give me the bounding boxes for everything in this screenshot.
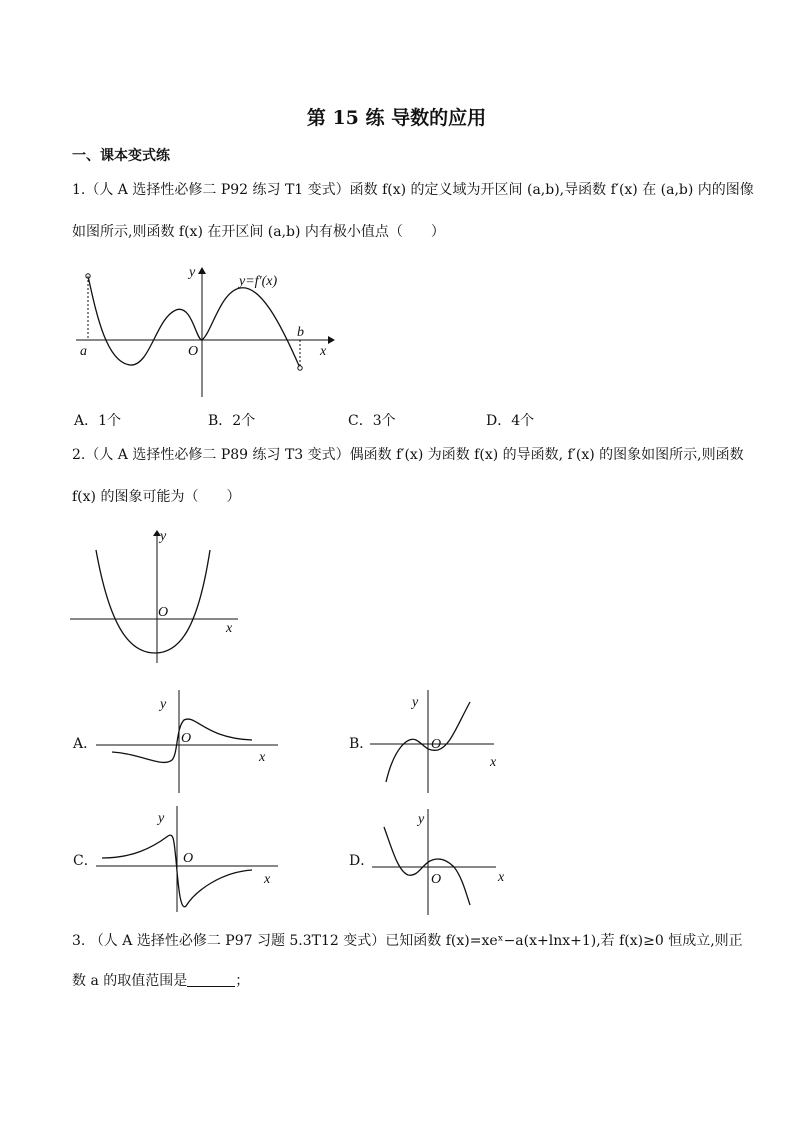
q1-option-a: A．1个: [74, 413, 122, 429]
q3-line2-suffix: ；: [235, 973, 250, 989]
q2-y-label: y: [160, 529, 167, 544]
q1-derivative-graph: [72, 262, 342, 402]
section-heading: 一、课本变式练: [72, 148, 170, 164]
svg-text:y: y: [158, 811, 165, 826]
q3-line2: [72, 971, 249, 991]
q2-line1: 2.（人 A 选择性必修二 P89 练习 T3 变式）偶函数 f′(x) 为函数 f(x) 的导函数, f′(x) 的图象如图所示,则函数: [72, 447, 744, 463]
svg-text:y: y: [160, 697, 167, 712]
q1-x-arrow: [328, 336, 335, 344]
q2-option-d-label: D．: [349, 853, 375, 869]
q2-option-d-curve: [384, 827, 470, 905]
q1-line2: 如图所示,则函数 f(x) 在开区间 (a,b) 内有极小值点（ ）: [72, 224, 445, 240]
svg-text:x: x: [264, 872, 271, 887]
q1-label-a: a: [80, 344, 87, 359]
q2-option-b-label: B．: [349, 736, 374, 752]
q2-option-c-label: C．: [73, 853, 98, 869]
q1-option-c: C．3个: [348, 413, 396, 429]
page-title: 第 15 练 导数的应用: [306, 107, 487, 129]
q1-y-label: y: [189, 265, 196, 280]
q1-option-d: D．4个: [486, 413, 535, 429]
svg-text:x: x: [498, 870, 505, 885]
q1-graph-label: y=f′(x): [239, 274, 278, 289]
q1-option-b: B．2个: [208, 413, 256, 429]
svg-text:O: O: [431, 872, 442, 887]
q2-option-a-graph: [92, 688, 282, 798]
svg-text:O: O: [183, 851, 194, 866]
q3-answer-blank[interactable]: [187, 972, 235, 987]
q2-origin: O: [158, 605, 169, 620]
q3-line1: 3. （人 A 选择性必修二 P97 习题 5.3T12 变式）已知函数 f(x)=xeˣ−a(x+lnx+1),若 f(x)≥0 恒成立,则正: [72, 933, 743, 949]
q1-line1: 1.（人 A 选择性必修二 P92 练习 T1 变式）函数 f(x) 的定义域为开区间 (a,b),导函数 f′(x) 在 (a,b) 内的图像: [72, 182, 754, 198]
q2-line2: f(x) 的图象可能为（ ）: [72, 489, 241, 505]
q1-y-arrow: [198, 267, 206, 274]
q1-origin: O: [188, 344, 199, 359]
svg-text:y: y: [412, 695, 419, 710]
q2-x-label: x: [226, 621, 233, 636]
q1-label-b: b: [297, 325, 304, 340]
q3-line2-prefix: 数 a 的取值范围是: [72, 973, 188, 989]
q2-option-b-graph: [368, 688, 518, 798]
svg-text:x: x: [490, 755, 497, 770]
q1-x-label: x: [320, 344, 327, 359]
svg-text:y: y: [418, 812, 425, 827]
svg-text:O: O: [431, 737, 442, 752]
q2-option-c-graph: [92, 802, 282, 914]
q2-derivative-graph: [70, 528, 250, 668]
q2-option-a-label: A．: [73, 736, 98, 752]
q2-parabola: [96, 550, 210, 653]
q2-option-d-graph: [368, 805, 518, 917]
svg-text:x: x: [259, 750, 266, 765]
svg-text:O: O: [181, 731, 192, 746]
